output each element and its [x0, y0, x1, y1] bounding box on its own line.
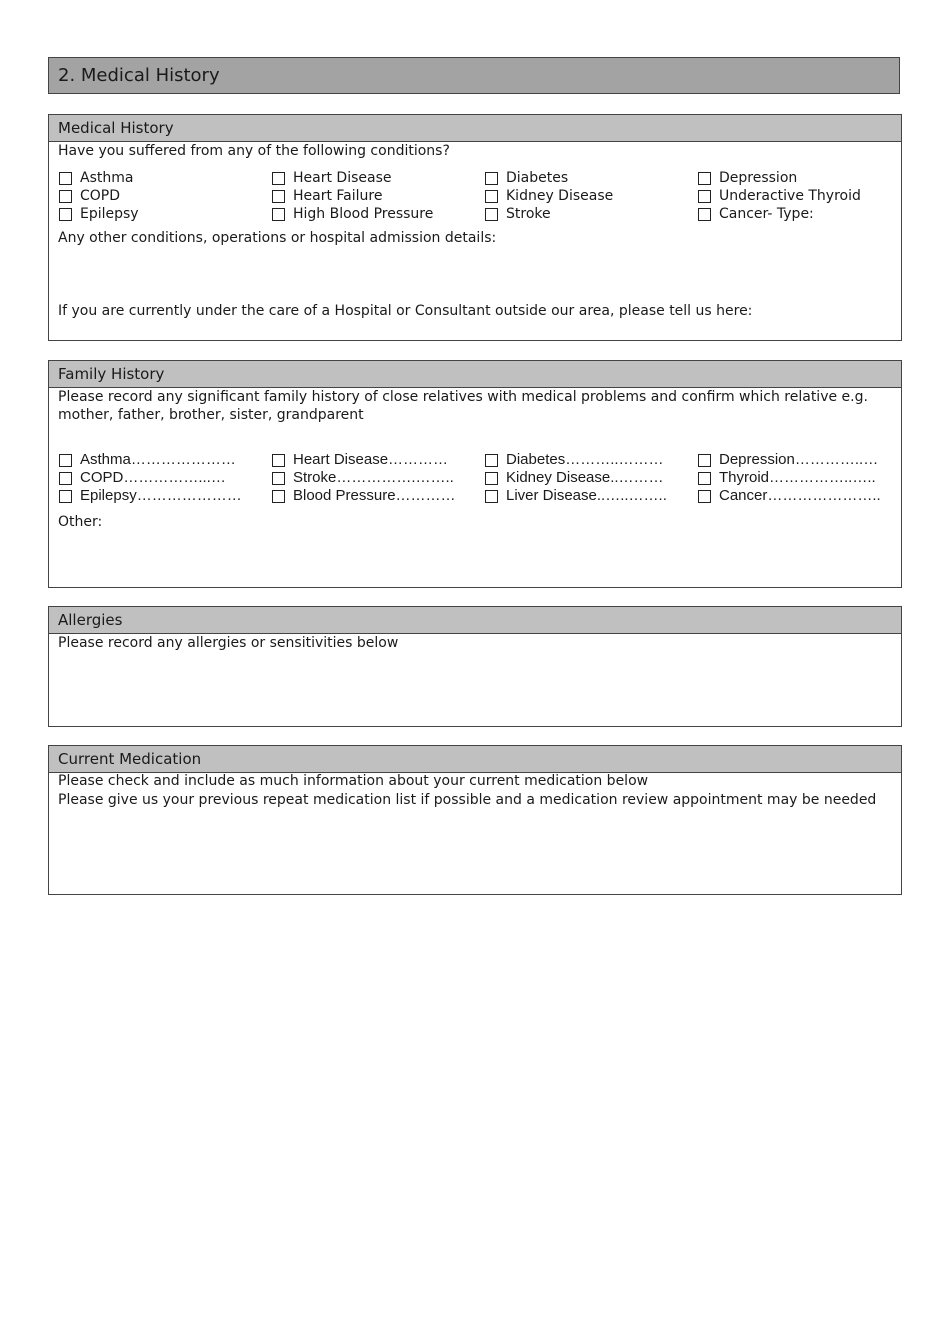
condition-depression[interactable]: Depression	[698, 169, 797, 187]
current-medication-body	[49, 773, 901, 894]
family-condition-kidney-disease[interactable]: Kidney Disease..………	[485, 469, 664, 487]
checkbox-high-blood-pressure[interactable]	[272, 208, 285, 221]
condition-stroke[interactable]: Stroke	[485, 205, 551, 223]
hospital-care-label: If you are currently under the care of a Hospital or Consultant outside our area, please tell us here:	[58, 303, 753, 319]
checkbox-family-stroke[interactable]	[272, 472, 285, 485]
checkbox-family-diabetes[interactable]	[485, 454, 498, 467]
conditions-question: Have you suffered from any of the following conditions?	[58, 143, 450, 159]
condition-high-blood-pressure[interactable]: High Blood Pressure	[272, 205, 433, 223]
checkbox-family-kidney-disease[interactable]	[485, 472, 498, 485]
allergies-body	[49, 634, 901, 726]
condition-heart-failure[interactable]: Heart Failure	[272, 187, 382, 205]
family-condition-asthma[interactable]: Asthma…………………	[59, 451, 236, 469]
condition-asthma[interactable]: Asthma	[59, 169, 133, 187]
medication-instruction-line2: Please give us your previous repeat medication list if possible and a medication review appointment may be needed	[58, 792, 877, 808]
family-history-body	[49, 388, 901, 587]
family-condition-copd[interactable]: COPD……………...…	[59, 469, 226, 487]
family-condition-heart-disease[interactable]: Heart Disease…………	[272, 451, 448, 469]
condition-epilepsy[interactable]: Epilepsy	[59, 205, 139, 223]
family-condition-thyroid[interactable]: Thyroid……………..…..	[698, 469, 876, 487]
current-medication-section	[48, 745, 902, 895]
family-condition-stroke[interactable]: Stroke…………….……..	[272, 469, 454, 487]
family-history-intro-line2: mother, father, brother, sister, grandparent	[58, 407, 364, 423]
checkbox-heart-disease[interactable]	[272, 172, 285, 185]
checkbox-family-asthma[interactable]	[59, 454, 72, 467]
checkbox-family-copd[interactable]	[59, 472, 72, 485]
checkbox-family-epilepsy[interactable]	[59, 490, 72, 503]
medication-instruction-line1: Please check and include as much information about your current medication below	[58, 773, 649, 789]
allergies-heading: Allergies	[49, 607, 901, 634]
condition-cancer-type[interactable]: Cancer- Type:	[698, 205, 814, 223]
other-conditions-label: Any other conditions, operations or hospital admission details:	[58, 230, 497, 246]
checkbox-family-depression[interactable]	[698, 454, 711, 467]
checkbox-family-liver-disease[interactable]	[485, 490, 498, 503]
checkbox-epilepsy[interactable]	[59, 208, 72, 221]
condition-copd[interactable]: COPD	[59, 187, 120, 205]
page-section-title: 2. Medical History	[48, 57, 900, 94]
checkbox-heart-failure[interactable]	[272, 190, 285, 203]
family-condition-diabetes[interactable]: Diabetes………..………	[485, 451, 664, 469]
condition-kidney-disease[interactable]: Kidney Disease	[485, 187, 613, 205]
checkbox-family-heart-disease[interactable]	[272, 454, 285, 467]
medical-history-body	[49, 142, 901, 340]
current-medication-heading: Current Medication	[49, 746, 901, 773]
checkbox-underactive-thyroid[interactable]	[698, 190, 711, 203]
family-condition-blood-pressure[interactable]: Blood Pressure…………	[272, 487, 456, 505]
checkbox-family-blood-pressure[interactable]	[272, 490, 285, 503]
family-history-intro-line1: Please record any significant family history of close relatives with medical problems and confirm which relative e.g.	[58, 389, 868, 405]
checkbox-kidney-disease[interactable]	[485, 190, 498, 203]
condition-underactive-thyroid[interactable]: Underactive Thyroid	[698, 187, 861, 205]
allergies-instruction: Please record any allergies or sensitivities below	[58, 635, 399, 651]
medical-history-section	[48, 114, 902, 341]
checkbox-diabetes[interactable]	[485, 172, 498, 185]
checkbox-cancer-type[interactable]	[698, 208, 711, 221]
medical-history-heading: Medical History	[49, 115, 901, 142]
checkbox-depression[interactable]	[698, 172, 711, 185]
checkbox-family-thyroid[interactable]	[698, 472, 711, 485]
condition-diabetes[interactable]: Diabetes	[485, 169, 568, 187]
family-condition-epilepsy[interactable]: Epilepsy…………………	[59, 487, 242, 505]
condition-heart-disease[interactable]: Heart Disease	[272, 169, 391, 187]
checkbox-family-cancer[interactable]	[698, 490, 711, 503]
family-condition-liver-disease[interactable]: Liver Disease..…..……..	[485, 487, 667, 505]
checkbox-copd[interactable]	[59, 190, 72, 203]
family-history-heading: Family History	[49, 361, 901, 388]
family-condition-cancer[interactable]: Cancer…………………..	[698, 487, 881, 505]
checkbox-asthma[interactable]	[59, 172, 72, 185]
family-history-section	[48, 360, 902, 588]
checkbox-stroke[interactable]	[485, 208, 498, 221]
allergies-section	[48, 606, 902, 727]
family-condition-depression[interactable]: Depression…………..…	[698, 451, 878, 469]
family-other-label: Other:	[58, 514, 103, 530]
